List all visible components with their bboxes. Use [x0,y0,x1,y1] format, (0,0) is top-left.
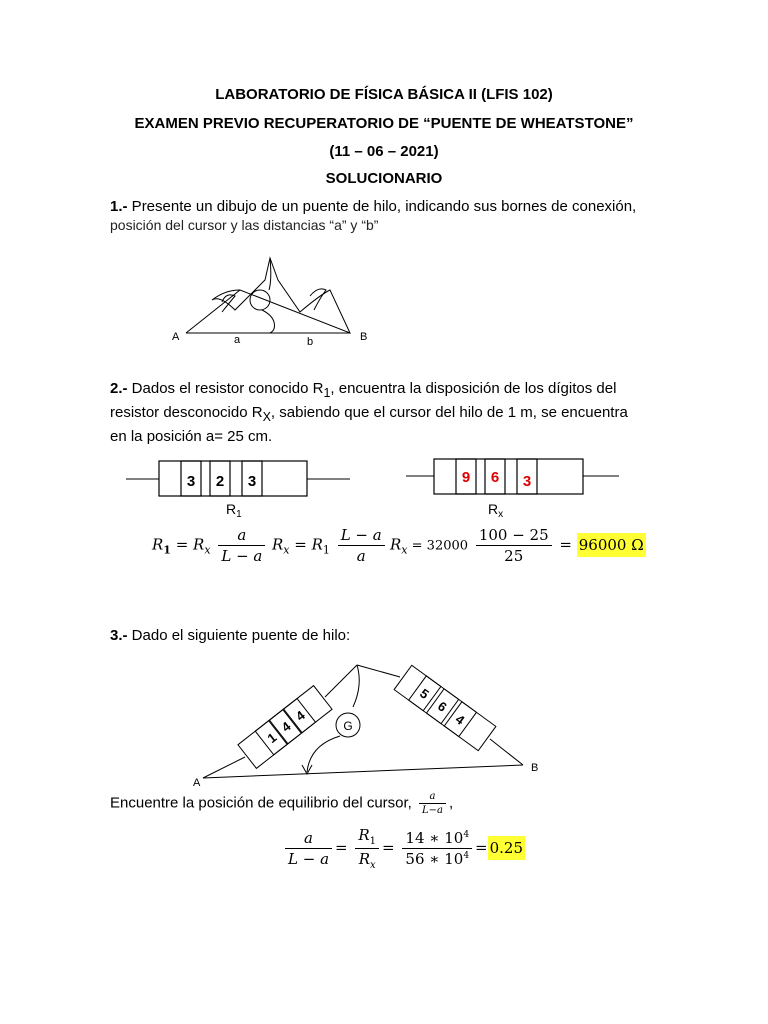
q1-label-a: a [234,334,241,346]
q3-label-A: A [193,777,201,789]
q3-ask-text: Encuentre la posición de equilibrio del cursor, [110,794,417,812]
left-resistor-digit-1: 1 [264,729,280,746]
title-line-4: SOLUCIONARIO [325,170,443,187]
q1-label-b: b [307,336,314,348]
q1-text [110,197,670,235]
q3-equation: $\frac{a}{L - a}$ = $\frac{R_1}{R_x}$ = $\frac{14 ∗ 10^4}{56 ∗ 10^4}$ = 0.25 [282,826,525,871]
q2-equation-2: $R_x = R_1$ $\frac{L - a}{a}$ [272,526,388,565]
q3-result-highlight: 0.25 [488,836,525,860]
rx-resistor-figure [404,455,624,525]
q1-label-B: B [360,331,368,343]
q2-result-highlight: 96000 Ω [577,533,646,557]
q2-equation-1: $R_1 = R_x$ $\frac{a}{L - a}$ [152,526,268,565]
rx-label: $R_x$ [488,501,504,520]
rx-digit-2: 6 [490,469,500,486]
r1-digit-1: 3 [186,473,196,490]
r1-label: $R_1$ [226,501,242,520]
q3-text-line: Dado el siguiente puente de hilo: [127,627,351,644]
q3-ask: Encuentre la posición de equilibrio del cursor, $\frac{a}{L-a}$ , [110,791,454,816]
r1-digit-2: 2 [215,473,225,490]
q3-bridge-figure [185,655,555,790]
title-line-2: EXAMEN PREVIO RECUPERATORIO DE “PUENTE DE WHEATSTONE” [134,115,634,132]
right-resistor-digit-1: 5 [417,685,432,702]
q2-line1b: , encuentra la disposición de los dígitos del [330,380,617,397]
q3-number: 3.- [110,627,128,644]
r1-digit-3: 3 [247,473,257,490]
q2-line2-sub: X [262,410,271,424]
q2-line3: en la posición a= 25 cm. [110,428,273,445]
q3-text [110,626,670,645]
title-line-3: (11 – 06 – 2021) [329,143,439,160]
left-resistor-digit-2: 4 [278,718,294,735]
q2-line1a: Dados el resistor conocido R [127,380,324,397]
q2-line1-sub: 1 [323,386,331,400]
r1-resistor-figure [124,455,354,525]
q2-equation-3: $R_x = 32000$ $\frac{100 - 25}{25}$ = 96000 Ω [390,526,644,565]
q3-label-B: B [531,762,539,774]
galvanometer-label: G [343,719,353,733]
q1-number: 1.- [110,198,128,215]
q2-line2a: resistor desconocido R [110,404,263,421]
q2-number: 2.- [110,380,128,397]
q1-label-A: A [172,331,180,343]
rx-digit-1: 9 [461,469,471,486]
q2-text [110,379,670,446]
q1-text-line2: posición del cursor y las distancias “a” y “b” [110,217,379,233]
left-resistor-digit-3: 4 [292,707,308,724]
q3-ask-fraction: $\frac{a}{L-a}$ [419,791,446,816]
q2-line2b: , sabiendo que el cursor del hilo de 1 m, se encuentra [270,404,628,421]
right-resistor-digit-2: 6 [434,698,450,715]
rx-digit-3: 3 [522,473,532,490]
right-resistor-digit-3: 4 [452,711,468,728]
q1-bridge-figure [160,250,380,350]
q1-text-line1: Presente un dibujo de un puente de hilo, indicando sus bornes de conexión, [127,198,637,215]
galvanometer-icon [250,290,270,310]
title-line-1: LABORATORIO DE FÍSICA BÁSICA II (LFIS 102) [215,86,553,103]
